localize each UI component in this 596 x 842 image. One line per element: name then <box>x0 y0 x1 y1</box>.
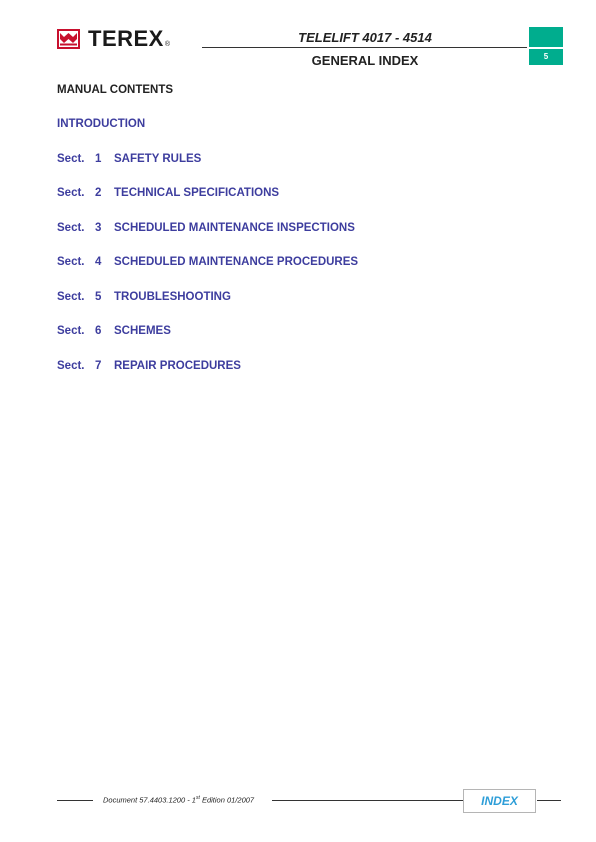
section-prefix: Sect. <box>57 187 85 199</box>
brand-name: TEREX <box>88 26 164 51</box>
section-title: TECHNICAL SPECIFICATIONS <box>114 187 280 199</box>
section-title: SAFETY RULES <box>114 153 202 165</box>
terex-logo <box>57 28 170 50</box>
section-number: 4 <box>95 256 102 268</box>
section-number: 7 <box>95 360 102 372</box>
document-title: TELELIFT 4017 - 4514 <box>298 30 432 45</box>
section-title: SCHEMES <box>114 325 171 337</box>
footer-divider-right <box>537 800 561 801</box>
section-number: 1 <box>95 153 102 165</box>
document-reference <box>103 795 254 805</box>
introduction-link[interactable]: INTRODUCTION <box>57 118 146 130</box>
page-title: GENERAL INDEX <box>311 53 419 68</box>
registered-mark: ® <box>164 41 171 48</box>
section-title: SCHEDULED MAINTENANCE INSPECTIONS <box>114 222 355 234</box>
section-number: 5 <box>95 291 102 303</box>
header-divider <box>202 47 527 48</box>
section-prefix: Sect. <box>57 325 85 337</box>
edition-ordinal: st <box>195 795 200 801</box>
section-prefix: Sect. <box>57 360 85 372</box>
contents-heading: MANUAL CONTENTS <box>57 84 174 96</box>
section-number: 3 <box>95 222 102 234</box>
index-link[interactable]: INDEX <box>463 789 536 813</box>
section-title: TROUBLESHOOTING <box>114 291 231 303</box>
section-prefix: Sect. <box>57 153 85 165</box>
page-number-badge: 5 <box>529 49 563 65</box>
section-title: REPAIR PROCEDURES <box>114 360 241 372</box>
section-number: 6 <box>95 325 102 337</box>
chapter-tab <box>529 27 563 47</box>
footer-divider-left <box>57 800 93 801</box>
section-number: 2 <box>95 187 102 199</box>
section-prefix: Sect. <box>57 222 85 234</box>
document-number: Document 57.4403.1200 - 1 <box>103 795 196 805</box>
edition-date: Edition 01/2007 <box>199 795 255 805</box>
footer-divider-middle <box>272 800 463 801</box>
terex-logo-mark-icon <box>57 29 80 49</box>
section-title: SCHEDULED MAINTENANCE PROCEDURES <box>114 256 359 268</box>
section-prefix: Sect. <box>57 256 85 268</box>
section-prefix: Sect. <box>57 291 85 303</box>
